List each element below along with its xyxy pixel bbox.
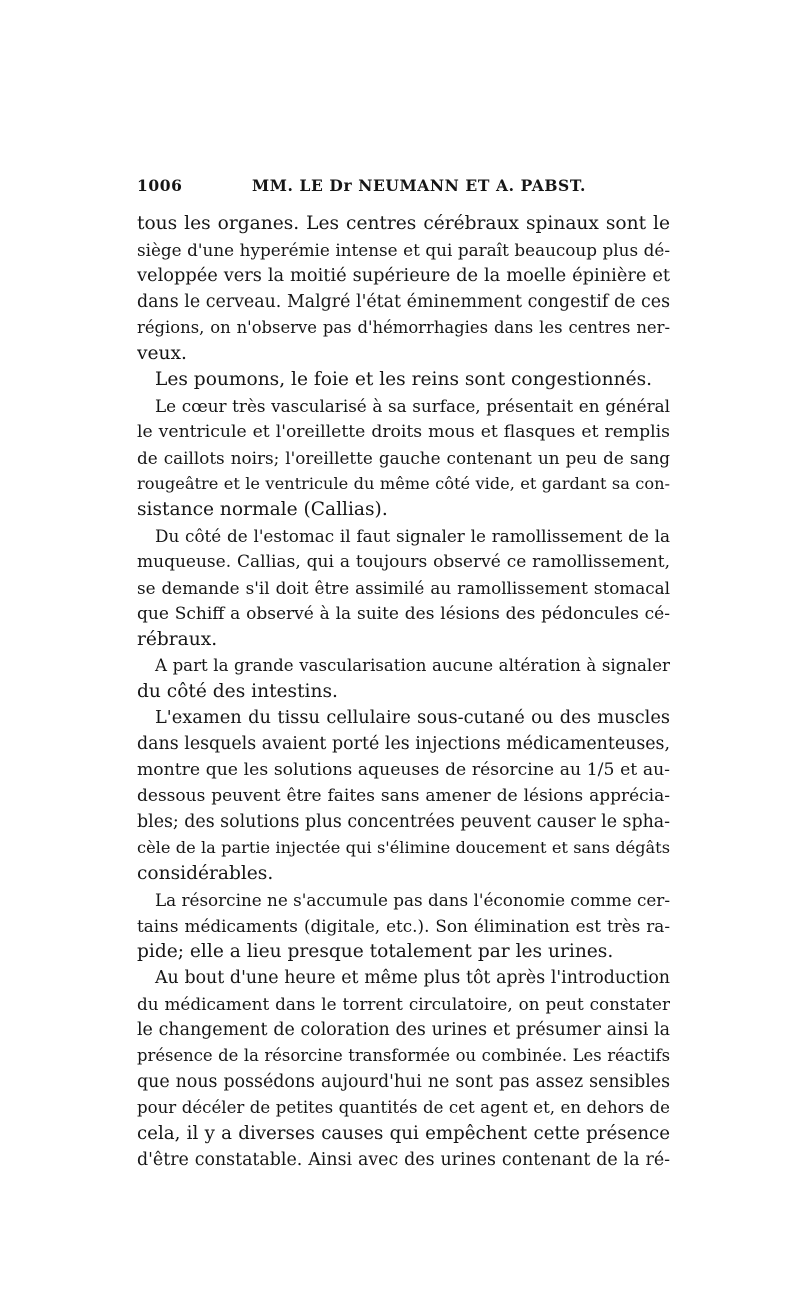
text-line: Les poumons, le foie et les reins sont congestionnés. — [155, 369, 653, 390]
text-line: tains médicaments (digitale, etc.). Son élimination est très ra- — [137, 916, 670, 936]
text-line: considérables. — [137, 863, 274, 884]
text-line: sistance normale (Callias). — [137, 499, 388, 520]
text-line: le ventricule et l'oreillette droits mous et flasques et remplis — [137, 422, 670, 442]
text-line: montre que les solutions aqueuses de résorcine au 1/5 et au- — [137, 760, 670, 780]
text-line: rougeâtre et le ventricule du même côté vide, et gardant sa con- — [137, 474, 670, 493]
text-line: veux. — [137, 343, 187, 364]
page-number: 1006 — [137, 176, 183, 195]
text-line: de caillots noirs; l'oreillette gauche contenant un peu de sang — [137, 448, 670, 468]
text-line: que Schiff a observé à la suite des lésions des pédoncules cé- — [137, 604, 670, 624]
text-line: dans le cerveau. Malgré l'état éminemment congestif de ces — [137, 292, 670, 312]
text-line: se demande s'il doit être assimilé au ramollissement stomacal — [137, 578, 670, 598]
text-line: Le cœur très vascularisé à sa surface, présentait en général — [155, 396, 670, 416]
text-line: A part la grande vascularisation aucune altération à signaler — [155, 656, 670, 675]
running-title: MM. LE Dr NEUMANN ET A. PABST. — [252, 176, 586, 195]
text-line: rébraux. — [137, 629, 218, 650]
text-line: cela, il y a diverses causes qui empêchent cette présence — [137, 1123, 670, 1144]
text-line: du médicament dans le torrent circulatoire, on peut constater — [137, 994, 670, 1014]
text-line: que nous possédons aujourd'hui ne sont pas assez sensibles — [137, 1072, 670, 1092]
text-line: d'être constatable. Ainsi avec des urines contenant de la ré- — [137, 1150, 670, 1170]
text-line: Au bout d'une heure et même plus tôt après l'introduction — [155, 968, 670, 988]
text-line: tous les organes. Les centres cérébraux spinaux sont le — [137, 213, 670, 234]
text-line: La résorcine ne s'accumule pas dans l'économie comme cer- — [155, 890, 670, 910]
body-text — [137, 211, 670, 1173]
text-line: bles; des solutions plus concentrées peuvent causer le spha- — [137, 812, 670, 832]
text-line: Du côté de l'estomac il faut signaler le ramollissement de la — [155, 526, 670, 546]
text-line: siège d'une hyperémie intense et qui paraît beaucoup plus dé- — [137, 240, 670, 260]
text-line: pour décéler de petites quantités de cet agent et, en dehors de — [137, 1098, 670, 1117]
text-line: cèle de la partie injectée qui s'élimine doucement et sans dégâts — [137, 838, 670, 857]
text-line: veloppée vers la moitié supérieure de la moelle épinière et — [137, 265, 670, 286]
text-line: régions, on n'observe pas d'hémorrhagies dans les centres ner- — [137, 318, 670, 337]
text-line: muqueuse. Callias, qui a toujours observé ce ramollissement, — [137, 552, 670, 572]
text-line: présence de la résorcine transformée ou combinée. Les réactifs — [137, 1046, 670, 1065]
text-line: dessous peuvent être faites sans amener de lésions apprécia- — [137, 786, 670, 806]
text-line: L'examen du tissu cellulaire sous-cutané ou des muscles — [155, 707, 670, 728]
text-line: pide; elle a lieu presque totalement par les urines. — [137, 941, 614, 962]
text-line: du côté des intestins. — [137, 681, 338, 702]
running-head — [137, 176, 670, 202]
text-line: le changement de coloration des urines et présumer ainsi la — [137, 1020, 670, 1040]
text-line: dans lesquels avaient porté les injections médicamenteuses, — [137, 734, 670, 754]
